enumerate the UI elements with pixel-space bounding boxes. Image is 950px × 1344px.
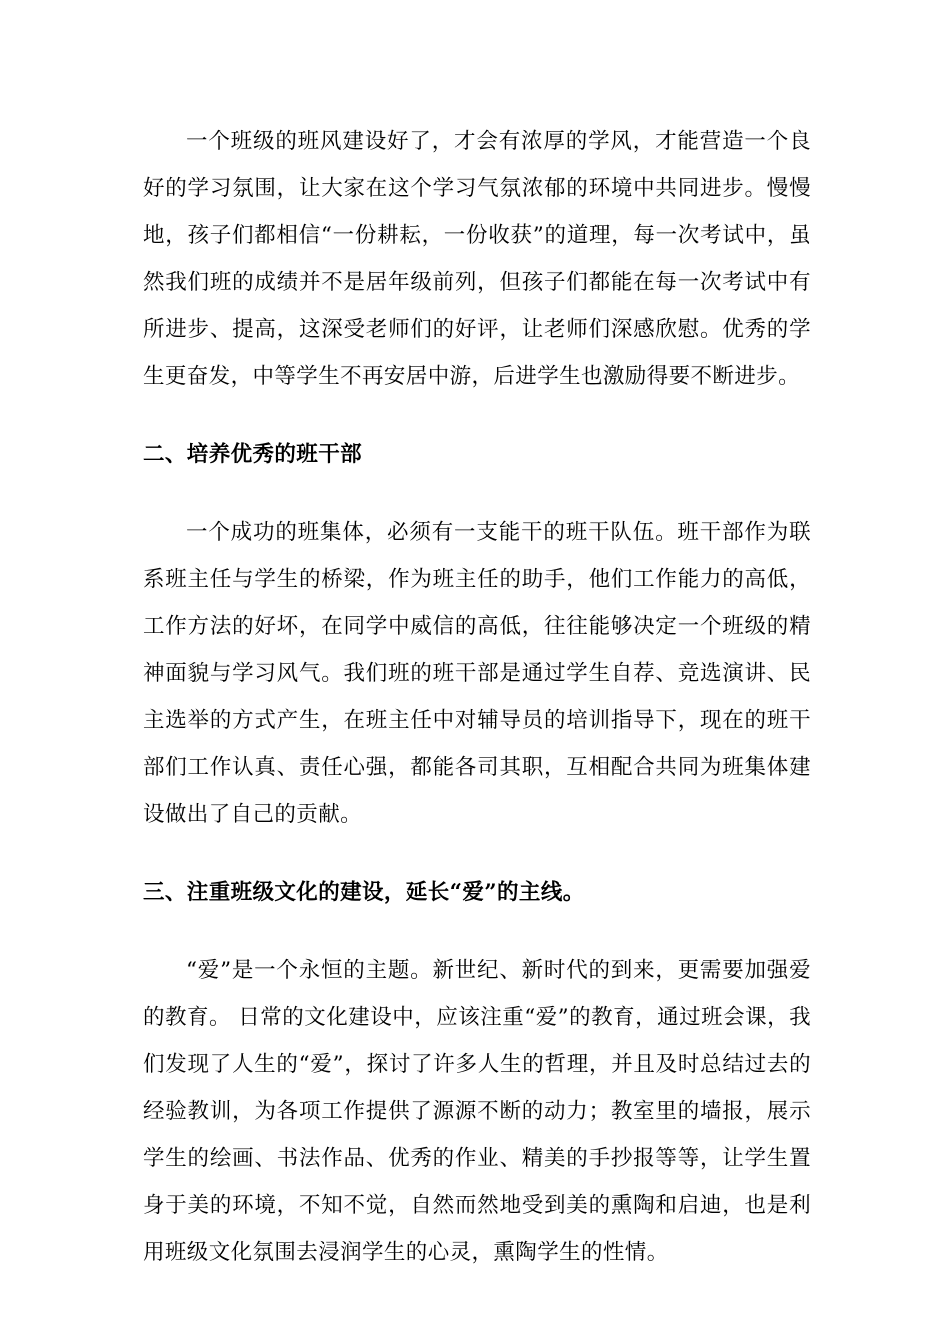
spacer	[143, 478, 811, 509]
document-page	[143, 118, 811, 1276]
section-heading-class-cadres: 二、培养优秀的班干部	[143, 442, 363, 467]
spacer	[143, 400, 811, 431]
paragraph-class-atmosphere: 一个班级的班风建设好了，才会有浓厚的学风，才能营造一个良好的学习氛围，让大家在这个学习气氛浓郁的环境中共同进步。慢慢地，孩子们都相信“一份耕耘，一份收获”的道理，每一次考试中，虽然我们班的成绩并不是居年级前列，但孩子们都能在每一次考试中有所进步、提高，这深受老师们的好评，让老师们深感欣慰。优秀的学生更奋发，中等学生不再安居中游，后进学生也激励得要不断进步。	[143, 129, 811, 389]
paragraph-class-cadres: 一个成功的班集体，必须有一支能干的班干队伍。班干部作为联系班主任与学生的桥梁，作为班主任的助手，他们工作能力的高低，工作方法的好坏，在同学中威信的高低，往往能够决定一个班级的精神面貌与学习风气。我们班的班干部是通过学生自荐、竞选演讲、民主选举的方式产生，在班主任中对辅导员的培训指导下，现在的班干部们工作认真、责任心强，都能各司其职，互相配合共同为班集体建设做出了自己的贡献。	[143, 520, 811, 827]
spacer	[143, 916, 811, 947]
paragraph-class-culture: “爱”是一个永恒的主题。新世纪、新时代的到来，更需要加强爱的教育。 日常的文化建设中，应该注重“爱”的教育，通过班会课，我们发现了人生的“爱”，探讨了许多人生的哲理，并且及时总结过去的经验教训，为各项工作提供了源源不断的动力；教室里的墙报，展示学生的绘画、书法作品、优秀的作业、精美的手抄报等等，让学生置身于美的环境，不知不觉，自然而然地受到美的熏陶和启迪，也是利用班级文化氛围去浸润学生的心灵，熏陶学生的性情。	[143, 958, 811, 1265]
spacer	[143, 838, 811, 869]
section-heading-class-culture: 三、注重班级文化的建设，延长“爱”的主线。	[143, 880, 585, 905]
